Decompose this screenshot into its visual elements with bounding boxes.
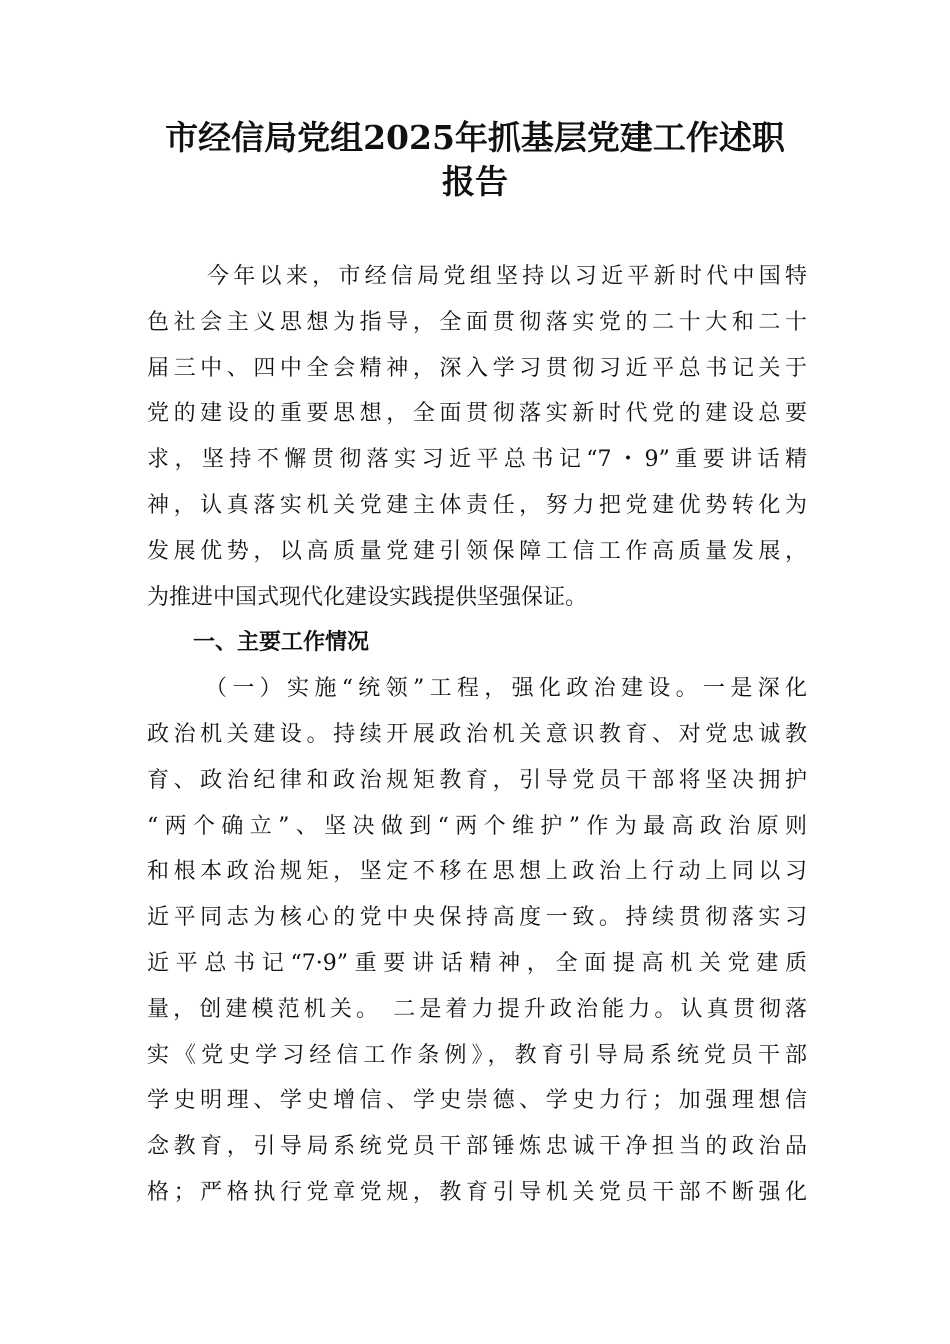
intro-paragraph [147,254,807,620]
paragraph-line: 色社会主义思想为指导，全面贯彻落实党的二十大和二十 [147,309,807,335]
paragraph-line: 求，坚持不懈贯彻落实习近平总书记“7・9”重要讲话精 [147,447,807,473]
document-body [147,254,807,1216]
paragraph-line: 届三中、四中全会精神，深入学习贯彻习近平总书记关于 [147,355,807,381]
paragraph-line: 学史明理、学史增信、学史崇德、学史力行；加强理想信 [147,1088,807,1114]
paragraph-line: 念教育，引导局系统党员干部锤炼忠诚干净担当的政治品 [147,1134,807,1160]
paragraph-line: （一）实施“统领”工程，强化政治建设。一是深化 [205,676,807,702]
paragraph-line: 育、政治纪律和政治规矩教育，引导党员干部将坚决拥护 [147,767,807,793]
document-title [140,116,810,204]
paragraph-line: 和根本政治规矩，坚定不移在思想上政治上行动上同以习 [147,859,807,885]
title-line-1: 市经信局党组2025年抓基层党建工作述职 [165,118,785,157]
paragraph-line: “两个确立”、坚决做到“两个维护”作为最高政治原则 [147,813,807,839]
paragraph-line: 发展优势，以高质量党建引领保障工信工作高质量发展， [147,538,807,564]
paragraph-line: 神，认真落实机关党建主体责任，努力把党建优势转化为 [147,492,807,518]
section-heading: 一、主要工作情况 [193,630,370,656]
paragraph-line: 近平总书记“7·9”重要讲话精神，全面提高机关党建质 [147,950,807,976]
paragraph-line: 党的建设的重要思想，全面贯彻落实新时代党的建设总要 [147,401,807,427]
paragraph-line: 量，创建模范机关。 二是着力提升政治能力。认真贯彻落 [147,996,807,1022]
section-paragraph [147,666,807,1216]
paragraph-line: 政治机关建设。持续开展政治机关意识教育、对党忠诚教 [147,721,807,747]
paragraph-line: 实《党史学习经信工作条例》，教育引导局系统党员干部 [147,1042,807,1068]
paragraph-line: 格；严格执行党章党规，教育引导机关党员干部不断强化 [147,1179,807,1205]
paragraph-line: 今年以来，市经信局党组坚持以习近平新时代中国特 [207,264,807,289]
title-line-2: 报告 [442,162,508,201]
paragraph-line: 为推进中国式现代化建设实践提供坚强保证。 [147,584,588,610]
paragraph-line: 近平同志为核心的党中央保持高度一致。持续贯彻落实习 [147,905,807,931]
